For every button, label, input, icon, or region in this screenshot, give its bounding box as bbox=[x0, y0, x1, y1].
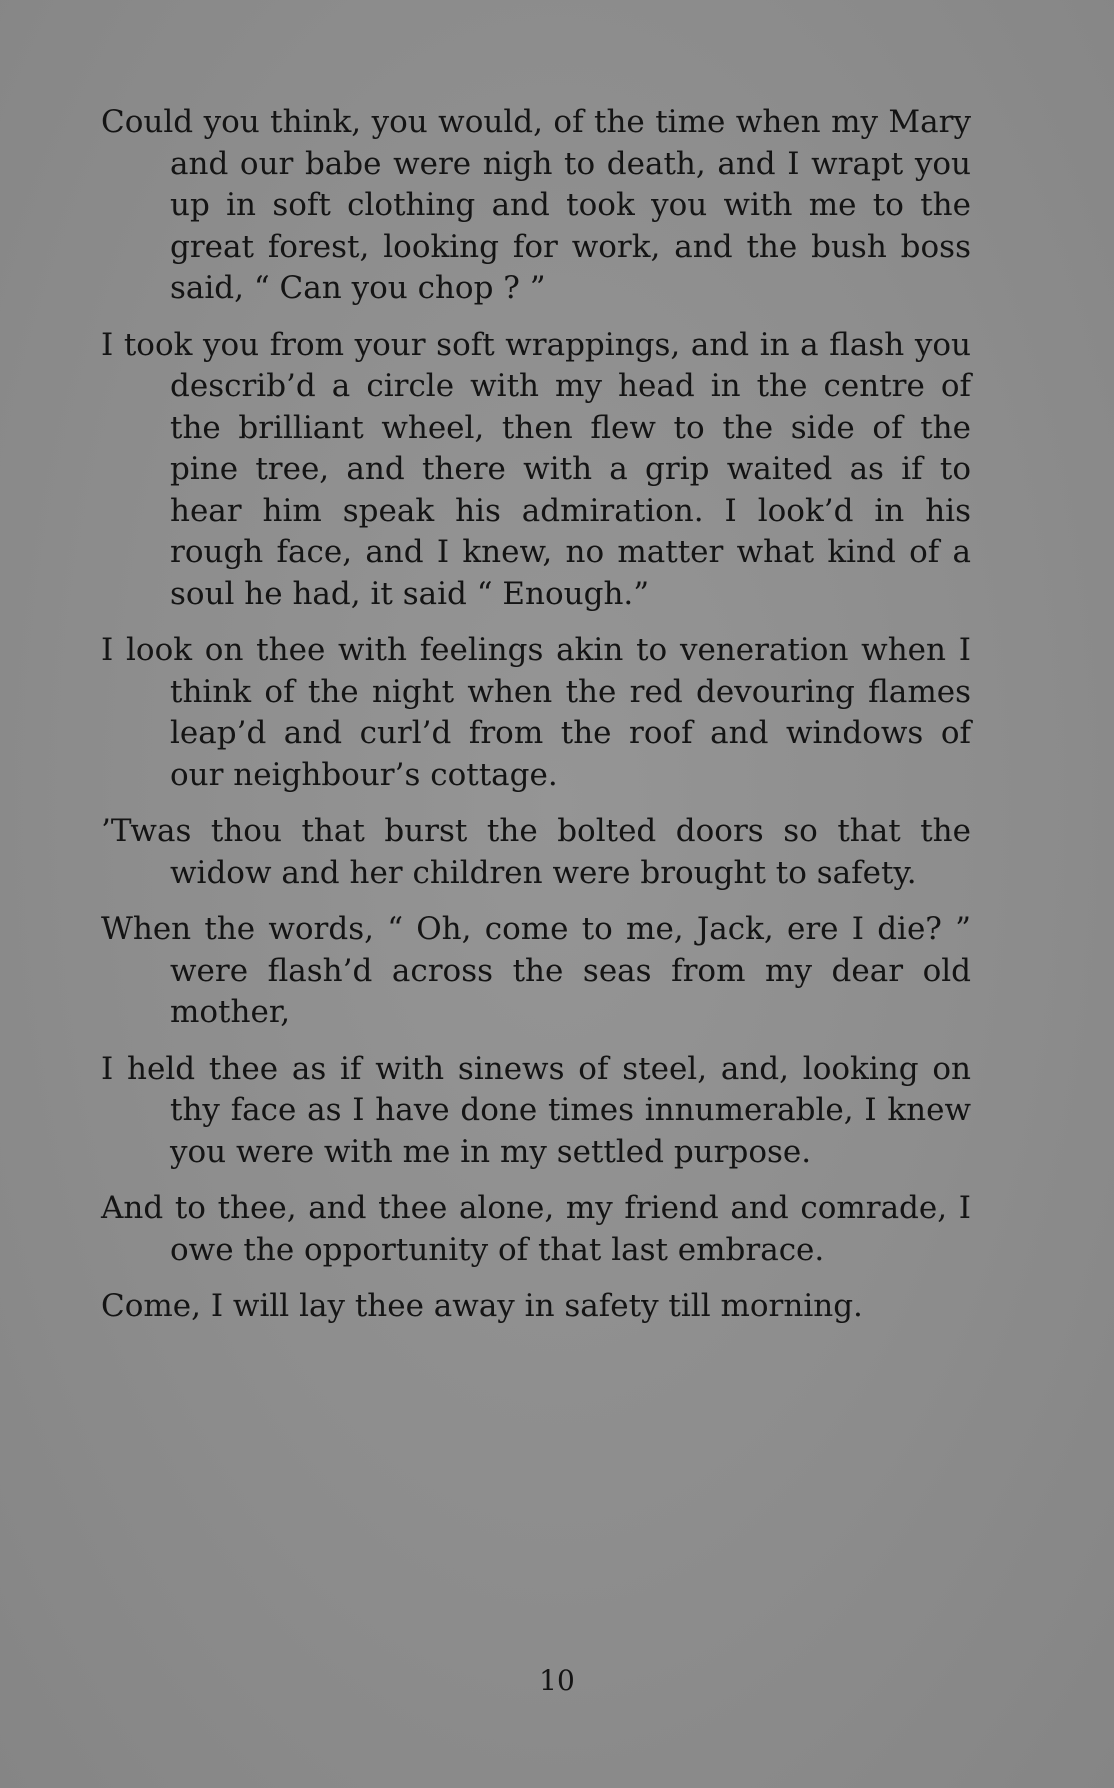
paragraph-1: Could you think, you would, of the time when my Mary and our babe were nigh to death, and I wrapt you up in soft clothing and took you with me to the great forest, looking for work, and the bush boss said, “ Can you chop ? ” bbox=[101, 104, 971, 306]
paragraph-3: I look on thee with feelings akin to veneration when I think of the night when the red devouring flames leap’d and curl’d from the roof and windows of our neighbour’s cottage. bbox=[101, 632, 971, 793]
paragraph-8: Come, I will lay thee away in safety till morning. bbox=[101, 1288, 863, 1324]
page-body-text bbox=[101, 102, 971, 1343]
page-number: 10 bbox=[539, 1664, 575, 1697]
paragraph-5: When the words, “ Oh, come to me, Jack, ere I die? ” were flash’d across the seas from my dear old mother, bbox=[101, 911, 971, 1030]
paragraph-6: I held thee as if with sinews of steel, and, looking on thy face as I have done times innumerable, I knew you were with me in my settled purpose. bbox=[101, 1050, 971, 1170]
paragraph-2: I took you from your soft wrappings, and in a flash you describ’d a circle with my head in the centre of the brilliant wheel, then flew to the side of the pine tree, and there with a grip waited as if to hear him speak his admiration. I look’d in his rough face, and I knew, no matter what kind of a soul he had, it said “ Enough.” bbox=[101, 326, 971, 612]
paragraph-4: ’Twas thou that burst the bolted doors so that the widow and her children were brought to safety. bbox=[101, 813, 971, 891]
paragraph-7: And to thee, and thee alone, my friend and comrade, I owe the opportunity of that last embrace. bbox=[101, 1190, 971, 1268]
